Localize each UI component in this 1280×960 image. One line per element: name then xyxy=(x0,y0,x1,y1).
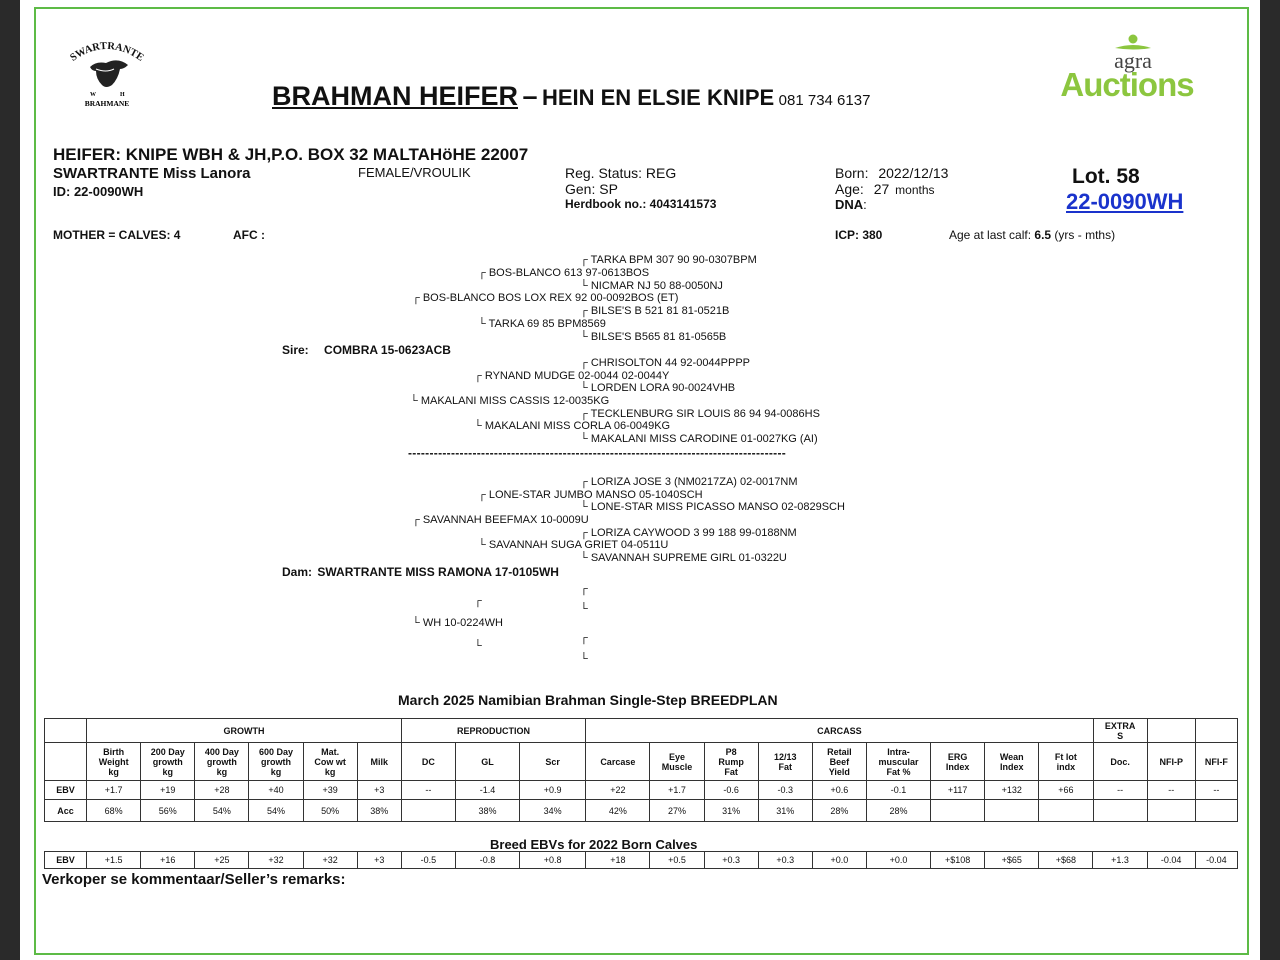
pedigree-separator: ---------------------------------------------------------------------------------------- xyxy=(408,446,787,460)
pedigree-line: └ xyxy=(474,640,482,652)
dam-label: Dam: xyxy=(282,565,313,579)
breed-ebv-value-cell: +3 xyxy=(357,852,401,869)
acc-value-cell: 31% xyxy=(704,800,758,822)
column-header-line: kg xyxy=(324,766,336,777)
ebv-value-cell: +0.9 xyxy=(520,781,586,800)
ebv-value-cell: -- xyxy=(1093,781,1147,800)
pedigree-line: └ LONE-STAR MISS PICASSO MANSO 02-0829SCH xyxy=(580,501,845,513)
column-header-line: Muscle xyxy=(661,761,693,772)
column-header-line: Birth xyxy=(103,746,125,757)
ebv-value-cell: +117 xyxy=(931,781,985,800)
logo-agra-text: agra xyxy=(1114,48,1152,73)
ebv-value-cell: +132 xyxy=(985,781,1039,800)
age xyxy=(835,181,935,197)
column-header-line: growth xyxy=(152,756,183,767)
column-header-line: kg xyxy=(216,766,228,777)
reg-status: Reg. Status: REG xyxy=(565,165,677,181)
column-header xyxy=(1147,743,1195,781)
column-header xyxy=(704,743,758,781)
pedigree-line: ┌ xyxy=(474,595,482,607)
column-header xyxy=(195,743,249,781)
column-header-line: indx xyxy=(1056,761,1076,772)
ebv-value-cell: +1.7 xyxy=(650,781,704,800)
column-header-line: kg xyxy=(270,766,282,777)
acc-value-cell: 38% xyxy=(357,800,401,822)
column-header-line: Fat xyxy=(724,766,738,777)
ebv-value-cell: +1.7 xyxy=(87,781,141,800)
column-header-line: Mat. xyxy=(321,746,340,757)
pedigree-line: └ MAKALANI MISS CASSIS 12-0035KG xyxy=(410,395,610,407)
column-header-line: Retail xyxy=(827,746,852,757)
breed-ebv-value-cell: +$68 xyxy=(1039,852,1093,869)
column-header xyxy=(650,743,704,781)
column-header xyxy=(1195,743,1237,781)
ebv-value-cell: -- xyxy=(401,781,455,800)
ebv-value-cell: +39 xyxy=(303,781,357,800)
group-extras xyxy=(1093,719,1147,743)
pedigree-line: ┌ LONE-STAR JUMBO MANSO 05-1040SCH xyxy=(478,489,703,501)
column-header-line: Doc. xyxy=(1110,756,1130,767)
page-title xyxy=(272,80,870,117)
column-header-line: Fat xyxy=(778,761,792,772)
breed-ebv-value-cell: -0.8 xyxy=(455,852,519,869)
column-header-line: 600 Day xyxy=(259,746,294,757)
ebv-value-cell: +66 xyxy=(1039,781,1093,800)
acc-value-cell: 34% xyxy=(520,800,586,822)
pedigree-line: ┌ BOS-BLANCO BOS LOX REX 92 00-0092BOS (ET) xyxy=(412,292,679,304)
acc-value-cell xyxy=(985,800,1039,822)
pedigree-line: └ MAKALANI MISS CARODINE 01-0027KG (AI) xyxy=(580,433,818,445)
breed-ebv-value-cell: +18 xyxy=(586,852,650,869)
animal-sex: FEMALE/VROULIK xyxy=(358,165,471,180)
column-header xyxy=(141,743,195,781)
pedigree-line: ┌ xyxy=(580,632,588,644)
breed-ebv-label: EBV xyxy=(45,852,87,869)
icp: ICP: 380 xyxy=(835,228,883,242)
pedigree-line: └ xyxy=(580,603,588,615)
logo-swartrante-text: SWARTRANTE xyxy=(68,40,146,64)
column-header-line: 12/13 xyxy=(773,751,797,762)
swartrante-logo xyxy=(60,35,155,110)
title-brahman-heifer: BRAHMAN HEIFER xyxy=(272,81,518,111)
logo-w-letter: W xyxy=(90,92,96,98)
column-header xyxy=(985,743,1039,781)
column-header-line: Carcase xyxy=(600,756,636,767)
column-header-line: Rump xyxy=(718,756,744,767)
dam-row xyxy=(282,565,559,579)
breed-ebv-value-cell: +16 xyxy=(141,852,195,869)
breed-ebv-value-cell: +0.0 xyxy=(866,852,930,869)
acc-value-cell xyxy=(401,800,455,822)
column-header xyxy=(1039,743,1093,781)
logo-auctions-text: Auctions xyxy=(1060,66,1194,102)
pedigree-line: └ MAKALANI MISS CORLA 06-0049KG xyxy=(474,420,671,432)
pedigree-line: └ WH 10-0224WH xyxy=(412,617,503,629)
empty-group-cell xyxy=(1147,719,1195,743)
pedigree-line: ┌ CHRISOLTON 44 92-0044PPPP xyxy=(580,357,751,369)
acc-value-cell xyxy=(1147,800,1195,822)
breedplan-title: March 2025 Namibian Brahman Single-Step BREEDPLAN xyxy=(398,692,778,708)
acc-value-cell: 31% xyxy=(758,800,812,822)
dam-name: SWARTRANTE MISS RAMONA 17-0105WH xyxy=(317,565,559,579)
animal-id: ID: 22-0090WH xyxy=(53,184,144,199)
breed-ebv-value-cell: +1.3 xyxy=(1093,852,1147,869)
pedigree-line: └ SAVANNAH SUPREME GIRL 01-0322U xyxy=(580,552,787,564)
acc-value-cell: 28% xyxy=(812,800,866,822)
group-carcass: CARCASS xyxy=(586,719,1093,743)
ebv-value-cell: +40 xyxy=(249,781,303,800)
column-header-line: Ft lot xyxy=(1054,751,1077,762)
column-header xyxy=(758,743,812,781)
column-header-line: Scr xyxy=(545,756,560,767)
lot-number: Lot. 58 xyxy=(1072,165,1140,188)
breed-ebv-value-cell: -0.04 xyxy=(1147,852,1195,869)
column-header-line: kg xyxy=(162,766,174,777)
acc-value-cell: 68% xyxy=(87,800,141,822)
seller-remarks-label: Verkoper se kommentaar/Seller’s remarks: xyxy=(42,871,346,888)
column-header xyxy=(249,743,303,781)
pedigree-line: ┌ RYNAND MUDGE 02-0044 02-0044Y xyxy=(474,370,670,382)
pedigree-line: ┌ TARKA BPM 307 90 90-0307BPM xyxy=(580,254,757,266)
column-header-line: Milk xyxy=(370,756,389,767)
breed-ebv-value-cell: +25 xyxy=(195,852,249,869)
herdbook xyxy=(565,197,716,211)
pedigree-line: ┌ BILSE'S B 521 81 81-0521B xyxy=(580,305,730,317)
ebv-value-cell: +19 xyxy=(141,781,195,800)
acc-value-cell xyxy=(1195,800,1237,822)
breed-ebv-value-cell: +$65 xyxy=(985,852,1039,869)
pedigree-line: └ xyxy=(580,653,588,665)
column-header-line: GL xyxy=(481,756,494,767)
acc-value-cell: 38% xyxy=(455,800,519,822)
breedplan-table xyxy=(44,718,1238,822)
herdbook-number: 4043141573 xyxy=(649,197,717,211)
acc-value-cell xyxy=(1093,800,1147,822)
empty-group-cell xyxy=(1195,719,1237,743)
extras-line2: S xyxy=(1117,730,1124,741)
ebv-row-label: EBV xyxy=(45,781,87,800)
header-corner-cell xyxy=(45,743,87,781)
breed-ebv-value-cell: +32 xyxy=(303,852,357,869)
breed-ebv-value-cell: +0.0 xyxy=(812,852,866,869)
born-label: Born: xyxy=(835,165,869,181)
column-header-line: NFI-P xyxy=(1159,756,1183,767)
animal-name: SWARTRANTE Miss Lanora xyxy=(53,165,251,182)
born xyxy=(835,165,948,181)
pedigree-line: └ LORDEN LORA 90-0024VHB xyxy=(580,382,736,394)
acc-value-cell: 54% xyxy=(249,800,303,822)
column-header-line: Weight xyxy=(98,756,129,767)
herdbook-label: Herdbook no.: xyxy=(565,197,647,211)
ebv-value-cell: -- xyxy=(1195,781,1237,800)
group-reproduction: REPRODUCTION xyxy=(401,719,585,743)
breed-ebv-value-cell: +0.5 xyxy=(650,852,704,869)
pedigree-line: ┌ BOS-BLANCO 613 97-0613BOS xyxy=(478,267,650,279)
age-last-calf xyxy=(949,228,1115,242)
pedigree-line: └ BILSE'S B565 81 81-0565B xyxy=(580,331,727,343)
breed-ebvs-title: Breed EBVs for 2022 Born Calves xyxy=(490,837,698,852)
breed-ebv-value-cell: +1.5 xyxy=(87,852,141,869)
column-header-line: 200 Day xyxy=(150,746,185,757)
ebv-value-cell: +3 xyxy=(357,781,401,800)
ebv-value-cell: +0.6 xyxy=(812,781,866,800)
acc-value-cell xyxy=(1039,800,1093,822)
sire-row xyxy=(282,343,451,357)
breed-ebv-value-cell: +0.3 xyxy=(758,852,812,869)
column-header-line: P8 xyxy=(725,746,737,757)
column-header xyxy=(520,743,586,781)
column-header-line: Yield xyxy=(828,766,850,777)
column-header-line: growth xyxy=(261,756,292,767)
acc-value-cell: 56% xyxy=(141,800,195,822)
column-header-line: Index xyxy=(945,761,970,772)
column-header xyxy=(866,743,930,781)
ebv-value-cell: -1.4 xyxy=(455,781,519,800)
pedigree-line: ┌ xyxy=(580,583,588,595)
title-phone: 081 734 6137 xyxy=(778,92,871,109)
breed-ebv-value-cell: -0.04 xyxy=(1195,852,1237,869)
column-header xyxy=(303,743,357,781)
acc-value-cell xyxy=(931,800,985,822)
heifer-line: HEIFER: KNIPE WBH & JH,P.O. BOX 32 MALTAHöHE 22007 xyxy=(53,145,529,164)
acc-row-label: Acc xyxy=(45,800,87,822)
age-value: 27 xyxy=(873,181,890,197)
column-header-line: Intra- xyxy=(887,746,910,757)
ebv-value-cell: -0.3 xyxy=(758,781,812,800)
ebv-value-cell: +28 xyxy=(195,781,249,800)
sire-name: COMBRA 15-0623ACB xyxy=(324,343,451,357)
last-calf-value: 6.5 xyxy=(1034,228,1052,242)
column-header-line: Wean xyxy=(999,751,1024,762)
last-calf-label: Age at last calf: xyxy=(949,228,1032,242)
age-label: Age: xyxy=(835,181,864,197)
pedigree-line: └ TARKA 69 85 BPM8569 xyxy=(478,318,606,330)
dna-colon: : xyxy=(863,197,867,212)
column-header-line: DC xyxy=(421,756,435,767)
sire-label: Sire: xyxy=(282,343,309,357)
column-header-line: Eye xyxy=(668,751,685,762)
pedigree-line: ┌ SAVANNAH BEEFMAX 10-0009U xyxy=(412,514,589,526)
svg-text:SWARTRANTE xyxy=(68,41,145,64)
ebv-value-cell: -0.1 xyxy=(866,781,930,800)
last-calf-unit: (yrs - mths) xyxy=(1054,228,1116,242)
column-header-line: ERG xyxy=(947,751,968,762)
acc-value-cell: 27% xyxy=(650,800,704,822)
age-unit: months xyxy=(895,183,935,197)
column-header-line: growth xyxy=(206,756,237,767)
lot-id-link[interactable]: 22-0090WH xyxy=(1066,189,1184,214)
logo-h-letter: H xyxy=(120,92,125,98)
breed-ebv-value-cell: +0.3 xyxy=(704,852,758,869)
pedigree-line: ┌ LORIZA JOSE 3 (NM0217ZA) 02-0017NM xyxy=(580,476,798,488)
dna-label: DNA xyxy=(835,197,864,212)
column-header xyxy=(87,743,141,781)
column-header-line: kg xyxy=(108,766,119,777)
column-header xyxy=(357,743,401,781)
column-header-line: Index xyxy=(999,761,1024,772)
column-header xyxy=(586,743,650,781)
corner-cell xyxy=(45,719,87,743)
acc-value-cell: 28% xyxy=(866,800,930,822)
breed-ebv-value-cell: +$108 xyxy=(931,852,985,869)
document-page xyxy=(20,0,1260,960)
column-header-line: Fat % xyxy=(886,766,911,777)
afc: AFC : xyxy=(233,228,265,242)
title-dash: – xyxy=(522,81,538,111)
agra-auctions-logo xyxy=(1035,30,1220,102)
pedigree-line: └ NICMAR NJ 50 88-0050NJ xyxy=(580,280,723,292)
breed-ebv-value-cell: +32 xyxy=(249,852,303,869)
extras-line1: EXTRA xyxy=(1104,720,1136,731)
column-header xyxy=(401,743,455,781)
ebv-value-cell: -0.6 xyxy=(704,781,758,800)
gen: Gen: SP xyxy=(565,181,618,197)
column-header-line: Cow wt xyxy=(314,756,346,767)
breed-ebv-value-cell: +0.8 xyxy=(520,852,586,869)
breed-ebv-value-cell: -0.5 xyxy=(401,852,455,869)
acc-value-cell: 50% xyxy=(303,800,357,822)
born-date: 2022/12/13 xyxy=(878,165,949,181)
title-owner: HEIN EN ELSIE KNIPE xyxy=(541,85,775,110)
column-header xyxy=(1093,743,1147,781)
logo-brahmane-text: BRAHMANE xyxy=(84,99,130,108)
acc-value-cell: 54% xyxy=(195,800,249,822)
column-header xyxy=(455,743,519,781)
pedigree-line: └ SAVANNAH SUGA GRIET 04-0511U xyxy=(478,539,669,551)
mother-calves: MOTHER = CALVES: 4 xyxy=(53,228,181,242)
column-header-line: NFI-F xyxy=(1204,756,1228,767)
dna xyxy=(835,197,867,212)
column-header xyxy=(931,743,985,781)
ebv-value-cell: +22 xyxy=(586,781,650,800)
pedigree-line: ┌ TECKLENBURG SIR LOUIS 86 94 94-0086HS xyxy=(580,408,820,420)
column-header-line: muscular xyxy=(878,756,919,767)
pedigree-line: ┌ LORIZA CAYWOOD 3 99 188 99-0188NM xyxy=(580,527,797,539)
breed-ebvs-table xyxy=(44,851,1238,869)
acc-value-cell: 42% xyxy=(586,800,650,822)
ebv-value-cell: -- xyxy=(1147,781,1195,800)
column-header xyxy=(812,743,866,781)
column-header-line: Beef xyxy=(829,756,850,767)
column-header-line: 400 Day xyxy=(204,746,239,757)
group-growth: GROWTH xyxy=(87,719,402,743)
